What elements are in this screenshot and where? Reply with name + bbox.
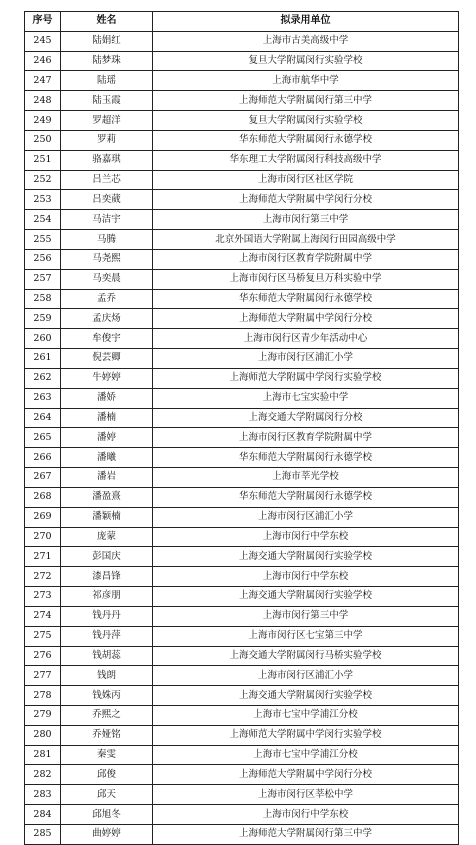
cell-no: 269 <box>25 507 61 527</box>
cell-name: 马洁宇 <box>61 210 153 230</box>
cell-unit: 上海交通大学附属闵行实验学校 <box>153 547 459 567</box>
table-row <box>25 626 459 646</box>
cell-unit: 上海师范大学附属中学闵行实验学校 <box>153 725 459 745</box>
cell-name: 潘曦 <box>61 448 153 468</box>
cell-unit: 上海市莘光学校 <box>153 468 459 488</box>
cell-name: 孟庆炀 <box>61 309 153 329</box>
cell-no: 270 <box>25 527 61 547</box>
cell-unit: 上海师范大学附属中学闵行分校 <box>153 309 459 329</box>
table-row <box>25 349 459 369</box>
cell-name: 潘婷 <box>61 428 153 448</box>
cell-no: 246 <box>25 51 61 71</box>
cell-unit: 上海市七宝中学浦江分校 <box>153 745 459 765</box>
cell-no: 264 <box>25 408 61 428</box>
cell-name: 牛婷婷 <box>61 368 153 388</box>
cell-unit: 上海市闵行区七宝第三中学 <box>153 626 459 646</box>
table-row <box>25 507 459 527</box>
cell-no: 265 <box>25 428 61 448</box>
cell-unit: 上海交通大学附属闵行分校 <box>153 408 459 428</box>
cell-unit: 上海师范大学附属中学闵行分校 <box>153 765 459 785</box>
cell-unit: 上海市闵行区教育学院附属中学 <box>153 428 459 448</box>
cell-no: 279 <box>25 705 61 725</box>
cell-name: 倪芸卿 <box>61 349 153 369</box>
cell-name: 马奕晨 <box>61 269 153 289</box>
cell-no: 254 <box>25 210 61 230</box>
table-row <box>25 309 459 329</box>
cell-name: 孟乔 <box>61 289 153 309</box>
cell-no: 245 <box>25 31 61 51</box>
cell-no: 251 <box>25 150 61 170</box>
cell-no: 266 <box>25 448 61 468</box>
cell-unit: 上海交通大学附属闵行实验学校 <box>153 686 459 706</box>
cell-no: 256 <box>25 249 61 269</box>
cell-unit: 复旦大学附属闵行实验学校 <box>153 51 459 71</box>
cell-no: 255 <box>25 230 61 250</box>
cell-no: 257 <box>25 269 61 289</box>
cell-name: 潘盈熹 <box>61 487 153 507</box>
cell-no: 280 <box>25 725 61 745</box>
header-unit: 拟录用单位 <box>153 12 459 32</box>
cell-unit: 上海师范大学附属中学闵行实验学校 <box>153 368 459 388</box>
table-row <box>25 587 459 607</box>
cell-no: 262 <box>25 368 61 388</box>
table-row <box>25 130 459 150</box>
table-row <box>25 170 459 190</box>
cell-name: 钱丹萍 <box>61 626 153 646</box>
header-no: 序号 <box>25 12 61 32</box>
table-row <box>25 805 459 825</box>
cell-unit: 华东师范大学附属闵行永德学校 <box>153 448 459 468</box>
cell-name: 邱俊 <box>61 765 153 785</box>
cell-unit: 上海市闵行区教育学院附属中学 <box>153 249 459 269</box>
cell-no: 261 <box>25 349 61 369</box>
cell-unit: 上海市古美高级中学 <box>153 31 459 51</box>
cell-unit: 上海师范大学附属中学闵行分校 <box>153 190 459 210</box>
cell-no: 250 <box>25 130 61 150</box>
cell-name: 乔熙之 <box>61 705 153 725</box>
cell-name: 牟俊宇 <box>61 329 153 349</box>
cell-no: 283 <box>25 785 61 805</box>
cell-unit: 上海师范大学附属闵行第三中学 <box>153 824 459 844</box>
cell-name: 彭国庆 <box>61 547 153 567</box>
cell-unit: 上海交通大学附属闵行实验学校 <box>153 587 459 607</box>
cell-no: 273 <box>25 587 61 607</box>
cell-no: 274 <box>25 606 61 626</box>
cell-no: 268 <box>25 487 61 507</box>
cell-no: 259 <box>25 309 61 329</box>
cell-no: 278 <box>25 686 61 706</box>
cell-name: 乔娅铭 <box>61 725 153 745</box>
table-row <box>25 150 459 170</box>
admission-list-table <box>24 11 459 845</box>
cell-name: 钱胡蕊 <box>61 646 153 666</box>
table-row <box>25 765 459 785</box>
cell-name: 马腾 <box>61 230 153 250</box>
cell-name: 潘岩 <box>61 468 153 488</box>
table-row <box>25 388 459 408</box>
table-row <box>25 210 459 230</box>
table-row <box>25 368 459 388</box>
cell-unit: 上海市闵行区浦汇小学 <box>153 666 459 686</box>
cell-no: 247 <box>25 71 61 91</box>
cell-name: 邱旭冬 <box>61 805 153 825</box>
table-row <box>25 725 459 745</box>
cell-unit: 上海市闵行第三中学 <box>153 606 459 626</box>
table-row <box>25 91 459 111</box>
cell-name: 钱丹丹 <box>61 606 153 626</box>
cell-no: 258 <box>25 289 61 309</box>
cell-name: 陆娟红 <box>61 31 153 51</box>
table-row <box>25 51 459 71</box>
cell-name: 吕兰芯 <box>61 170 153 190</box>
header-name: 姓名 <box>61 12 153 32</box>
cell-name: 潘楠 <box>61 408 153 428</box>
cell-unit: 上海交通大学附属闵行马桥实验学校 <box>153 646 459 666</box>
cell-unit: 上海市闵行中学东校 <box>153 567 459 587</box>
cell-no: 252 <box>25 170 61 190</box>
table-row <box>25 269 459 289</box>
cell-unit: 上海市闵行第三中学 <box>153 210 459 230</box>
cell-unit: 上海市七宝实验中学 <box>153 388 459 408</box>
table-row <box>25 230 459 250</box>
cell-no: 285 <box>25 824 61 844</box>
cell-unit: 北京外国语大学附属上海闵行田园高级中学 <box>153 230 459 250</box>
table-row <box>25 487 459 507</box>
table-header-row <box>25 12 459 32</box>
cell-no: 271 <box>25 547 61 567</box>
cell-unit: 上海市闵行区青少年活动中心 <box>153 329 459 349</box>
table-row <box>25 190 459 210</box>
table-row <box>25 527 459 547</box>
cell-name: 秦雯 <box>61 745 153 765</box>
cell-unit: 上海市闵行区浦汇小学 <box>153 507 459 527</box>
table-row <box>25 468 459 488</box>
cell-name: 罗超洋 <box>61 111 153 131</box>
table-row <box>25 448 459 468</box>
cell-unit: 上海市闵行中学东校 <box>153 805 459 825</box>
cell-unit: 上海市闵行区马桥复旦万科实验中学 <box>153 269 459 289</box>
table-row <box>25 824 459 844</box>
table-row <box>25 745 459 765</box>
table-body <box>25 31 459 844</box>
cell-name: 陆玉霞 <box>61 91 153 111</box>
cell-no: 248 <box>25 91 61 111</box>
cell-name: 吕奕葳 <box>61 190 153 210</box>
table-row <box>25 111 459 131</box>
table-row <box>25 705 459 725</box>
cell-no: 277 <box>25 666 61 686</box>
cell-name: 曲婷婷 <box>61 824 153 844</box>
table-row <box>25 289 459 309</box>
table-row <box>25 567 459 587</box>
cell-name: 漆昌锋 <box>61 567 153 587</box>
cell-unit: 上海市航华中学 <box>153 71 459 91</box>
cell-name: 潘娇 <box>61 388 153 408</box>
cell-no: 281 <box>25 745 61 765</box>
cell-name: 马尧熙 <box>61 249 153 269</box>
table-row <box>25 71 459 91</box>
table-row <box>25 785 459 805</box>
cell-unit: 华东师范大学附属闵行永德学校 <box>153 289 459 309</box>
table-row <box>25 547 459 567</box>
cell-unit: 上海市闵行区社区学院 <box>153 170 459 190</box>
cell-unit: 上海市闵行区浦汇小学 <box>153 349 459 369</box>
cell-no: 253 <box>25 190 61 210</box>
cell-no: 284 <box>25 805 61 825</box>
cell-name: 钱姝丙 <box>61 686 153 706</box>
cell-no: 276 <box>25 646 61 666</box>
table-row <box>25 606 459 626</box>
cell-no: 267 <box>25 468 61 488</box>
table-row <box>25 686 459 706</box>
cell-name: 邱天 <box>61 785 153 805</box>
cell-unit: 上海师范大学附属闵行第三中学 <box>153 91 459 111</box>
cell-unit: 上海市七宝中学浦江分校 <box>153 705 459 725</box>
cell-name: 钱朗 <box>61 666 153 686</box>
cell-unit: 华东师范大学附属闵行永德学校 <box>153 487 459 507</box>
cell-name: 陆瑶 <box>61 71 153 91</box>
cell-no: 249 <box>25 111 61 131</box>
cell-no: 282 <box>25 765 61 785</box>
cell-name: 骆嘉琪 <box>61 150 153 170</box>
cell-unit: 复旦大学附属闵行实验学校 <box>153 111 459 131</box>
cell-name: 罗莉 <box>61 130 153 150</box>
table-row <box>25 249 459 269</box>
table-row <box>25 329 459 349</box>
cell-name: 潘颖楠 <box>61 507 153 527</box>
table-row <box>25 408 459 428</box>
cell-unit: 上海市闵行中学东校 <box>153 527 459 547</box>
cell-no: 263 <box>25 388 61 408</box>
table-row <box>25 428 459 448</box>
cell-no: 260 <box>25 329 61 349</box>
cell-no: 275 <box>25 626 61 646</box>
cell-unit: 华东师范大学附属闵行永德学校 <box>153 130 459 150</box>
cell-name: 祁彦朋 <box>61 587 153 607</box>
table-row <box>25 31 459 51</box>
table-row <box>25 666 459 686</box>
cell-unit: 华东理工大学附属闵行科技高级中学 <box>153 150 459 170</box>
cell-name: 陆梦珠 <box>61 51 153 71</box>
cell-no: 272 <box>25 567 61 587</box>
cell-name: 庞蒙 <box>61 527 153 547</box>
table-row <box>25 646 459 666</box>
cell-unit: 上海市闵行区莘松中学 <box>153 785 459 805</box>
